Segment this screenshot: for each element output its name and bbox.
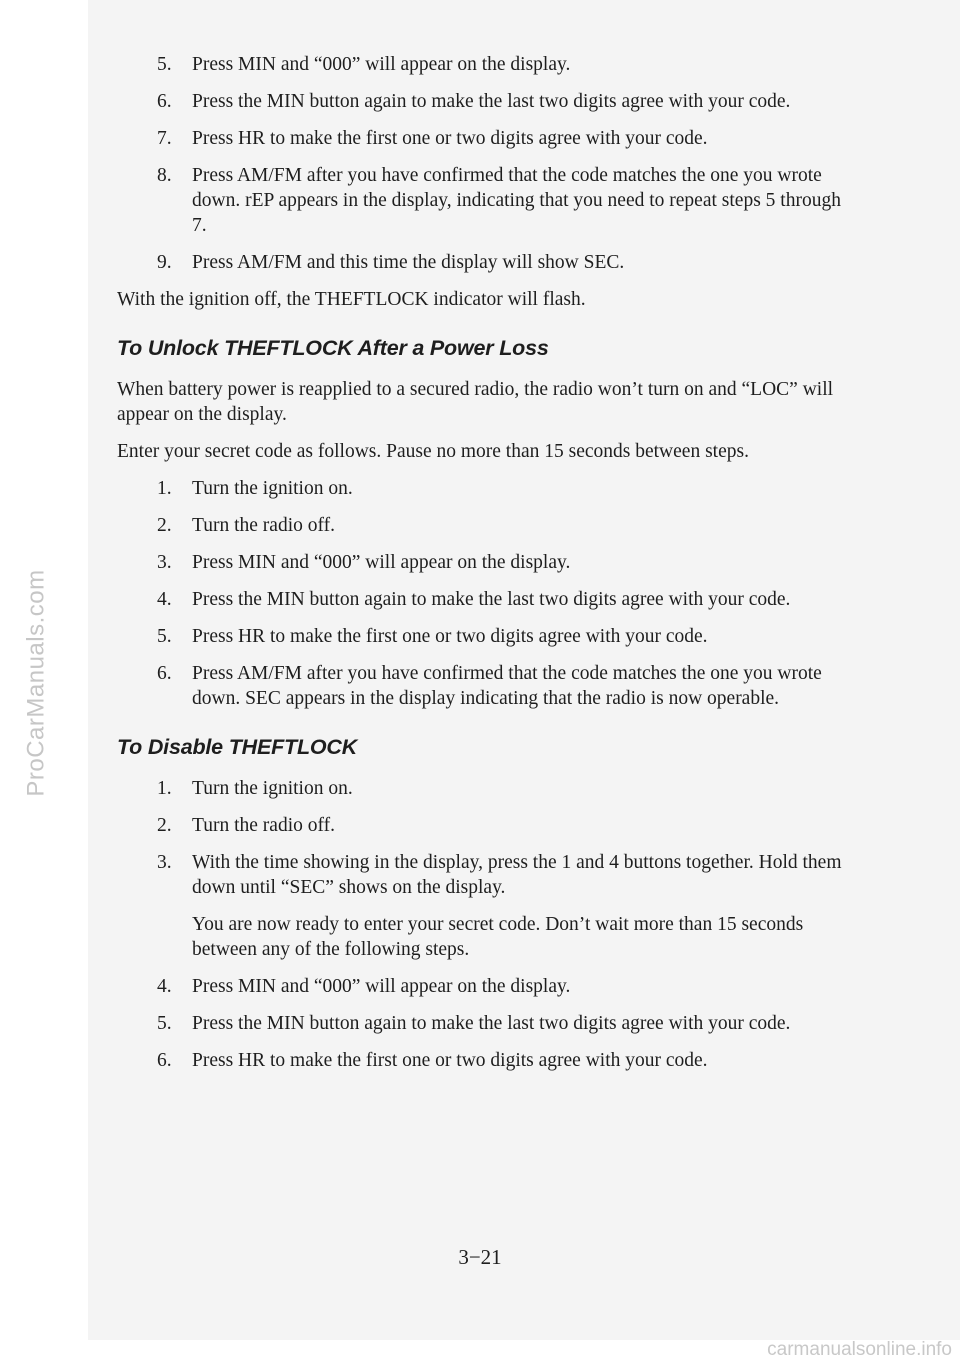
step-number: 3.	[157, 552, 172, 573]
step-text: Press MIN and “000” will appear on the display.	[192, 54, 571, 75]
list-item	[117, 52, 857, 77]
list-item	[117, 587, 857, 612]
step-number: 2.	[157, 515, 172, 536]
step-text: Press the MIN button again to make the last two digits agree with your code.	[192, 589, 791, 610]
step-number: 7.	[157, 128, 172, 149]
enter-code-paragraph: Enter your secret code as follows. Pause no more than 15 seconds between steps.	[117, 441, 749, 462]
step-text: Press HR to make the first one or two digits agree with your code.	[192, 128, 708, 149]
step-number: 4.	[157, 589, 172, 610]
steps-list-continued	[117, 52, 857, 275]
list-item	[117, 513, 857, 538]
step-text: Press the MIN button again to make the last two digits agree with your code.	[192, 1013, 791, 1034]
step-number: 6.	[157, 1050, 172, 1071]
bottom-watermark: carmanualsonline.info	[767, 1339, 952, 1360]
step-text: Turn the radio off.	[192, 515, 335, 536]
step-text: Press AM/FM after you have confirmed that the code matches the one you wrote down. rEP appears in the display, indicating that you need to repeat steps 5 through 7.	[192, 165, 841, 236]
step-number: 5.	[157, 54, 172, 75]
page-content	[117, 52, 857, 1085]
list-item	[117, 126, 857, 151]
page-number: 3−21	[458, 1245, 502, 1269]
unlock-steps-list	[117, 476, 857, 711]
step-text: Press HR to make the first one or two digits agree with your code.	[192, 1050, 708, 1071]
list-item	[117, 550, 857, 575]
list-item	[117, 250, 857, 275]
list-item	[117, 850, 857, 900]
step-number: 6.	[157, 91, 172, 112]
power-loss-paragraph: When battery power is reapplied to a secured radio, the radio won’t turn on and “LOC” will appear on the display.	[117, 379, 834, 425]
step-text: With the time showing in the display, press the 1 and 4 buttons together. Hold them down until “SEC” shows on the display.	[192, 852, 842, 898]
list-item	[117, 163, 857, 238]
step-text: Turn the ignition on.	[192, 778, 353, 799]
list-item	[117, 974, 857, 999]
step-text: Press the MIN button again to make the last two digits agree with your code.	[192, 91, 791, 112]
step-number: 1.	[157, 778, 172, 799]
disable-steps-list-continued	[117, 974, 857, 1073]
step-text: Press AM/FM and this time the display will show SEC.	[192, 252, 625, 273]
step-number: 5.	[157, 626, 172, 647]
section-heading-unlock: To Unlock THEFTLOCK After a Power Loss	[117, 336, 549, 360]
step-number: 4.	[157, 976, 172, 997]
step-text: Press MIN and “000” will appear on the display.	[192, 552, 571, 573]
list-item	[117, 89, 857, 114]
step-number: 3.	[157, 852, 172, 873]
step-text: Turn the ignition on.	[192, 478, 353, 499]
step-number: 8.	[157, 165, 172, 186]
list-item	[117, 1011, 857, 1036]
list-item	[117, 661, 857, 711]
list-item	[117, 813, 857, 838]
list-item	[117, 776, 857, 801]
step-text: Press MIN and “000” will appear on the display.	[192, 976, 571, 997]
step-number: 9.	[157, 252, 172, 273]
side-watermark	[14, 0, 60, 1365]
disable-steps-list	[117, 776, 857, 900]
side-watermark-text: ProCarManuals.com	[23, 568, 50, 797]
step-number: 6.	[157, 663, 172, 684]
step-number: 1.	[157, 478, 172, 499]
list-item	[117, 624, 857, 649]
step-number: 5.	[157, 1013, 172, 1034]
list-item	[117, 1048, 857, 1073]
list-item	[117, 476, 857, 501]
indicator-flash-paragraph: With the ignition off, the THEFTLOCK indicator will flash.	[117, 289, 586, 310]
step-number: 2.	[157, 815, 172, 836]
step-text: Press AM/FM after you have confirmed that the code matches the one you wrote down. SEC appears in the display indicating that the radio is now operable.	[192, 663, 822, 709]
section-heading-disable: To Disable THEFTLOCK	[117, 735, 358, 759]
step-text: Press HR to make the first one or two digits agree with your code.	[192, 626, 708, 647]
ready-note-paragraph: You are now ready to enter your secret code. Don’t wait more than 15 seconds between any of the following steps.	[192, 914, 804, 960]
step-text: Turn the radio off.	[192, 815, 335, 836]
